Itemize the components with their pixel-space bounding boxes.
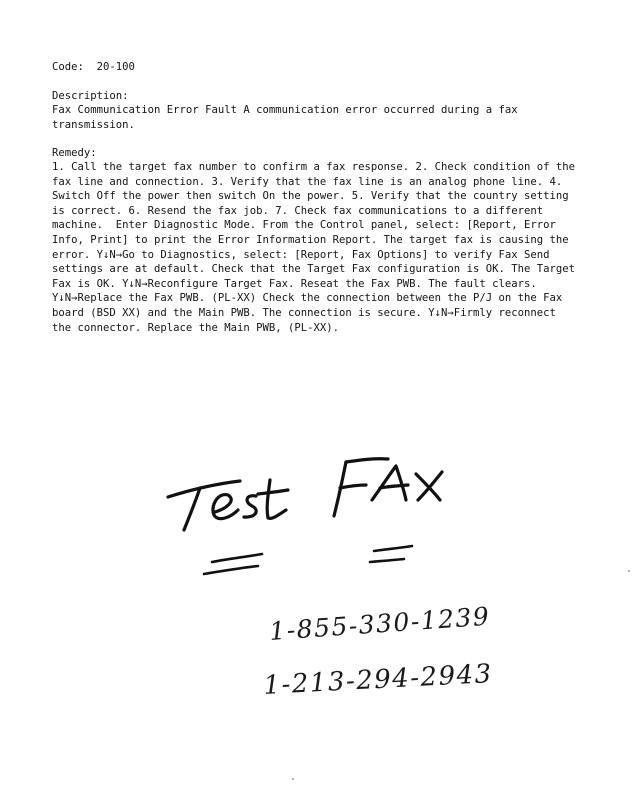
handwritten-phone-1: 1-855-330-1239 [268,601,492,646]
remedy-label: Remedy: [52,147,97,159]
handwritten-phone-2: 1-213-294-2943 [262,659,494,701]
remedy-text: 1. Call the target fax number to confirm a fax response. 2. Check condition of the fax line and connection. 3. Verify that the fax line is an analog phone line. 4. Switch Off the power then switch On the power. 5. Verify that the country setting is correct. 6. Resend the fax job. 7. Check fax communications to a different machine. Enter Diagnostic Mode. From the Control panel, select: [Report, Error Info, Print] to print the Error Information Report. The target fax is causing the error. Y↓N→Go to Diagnostics, select: [Report, Fax Options] to verify Fax Send settings are at default. Check that the Target Fax configuration is OK. The Target Fax is OK. Y↓N→Reconfigure Target Fax. Reseat the Fax PWB. The fault clears. Y↓N→Replace the Fax PWB. (PL-XX) Check the connection between the P/J on the Fax board (BSD XX) and the Main PWB. The connection is secure. Y↓N→Firmly reconnect the connector. Replace the Main PWB, (PL-XX). [52,161,582,334]
error-code-line: Code: 20-100 [52,61,135,73]
scan-speck [628,570,630,572]
description-label: Description: [52,90,129,102]
handwritten-heading [168,459,442,530]
scan-speck [292,778,294,780]
heading-underlines [204,546,412,574]
description-text: Fax Communication Error Fault A communication error occurred during a fax transmission. [52,104,524,131]
